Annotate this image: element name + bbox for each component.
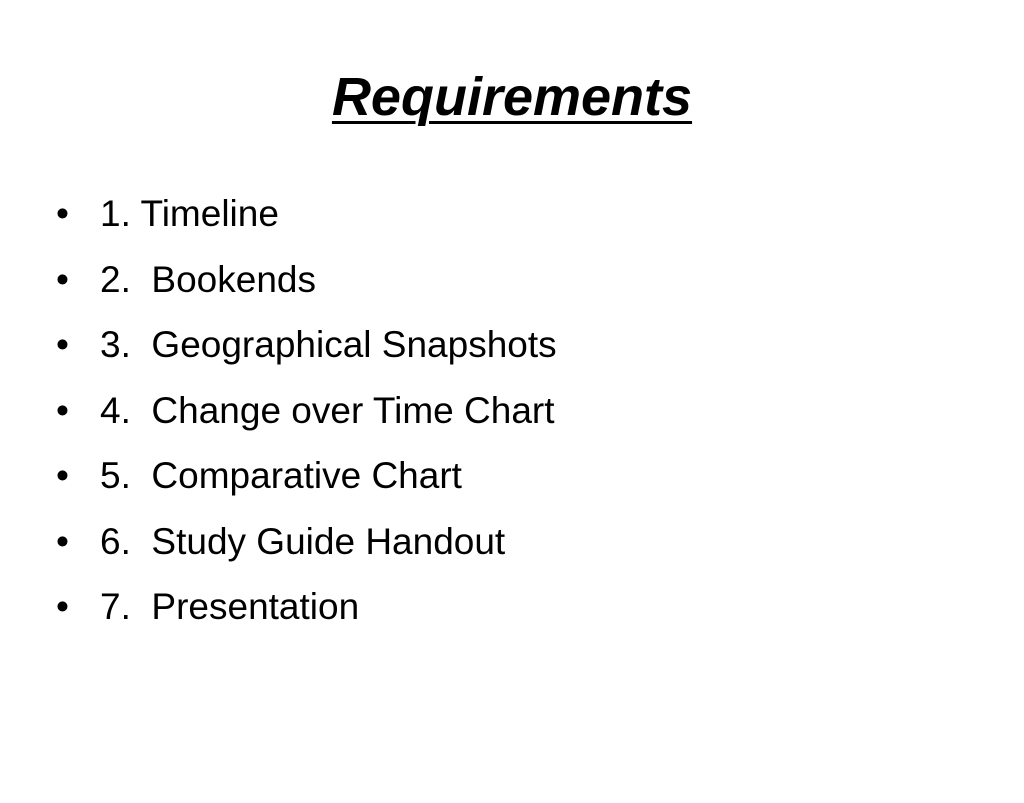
bullet-icon: • — [56, 193, 69, 234]
list-item-text: 7. Presentation — [100, 586, 360, 627]
list-item — [56, 252, 316, 318]
slide-title: Requirements — [331, 67, 693, 127]
list-item — [56, 579, 360, 645]
bullet-icon: • — [56, 586, 69, 627]
list-item — [56, 317, 557, 383]
bullet-icon: • — [56, 520, 69, 562]
list-item-text: 2. Bookends — [100, 258, 316, 300]
list-item — [56, 514, 506, 580]
list-item — [56, 448, 462, 514]
list-item-text: 4. Change over Time Chart — [100, 389, 555, 431]
requirements-list — [56, 186, 557, 645]
list-item — [56, 383, 555, 449]
list-item-text: 1. Timeline — [100, 193, 279, 234]
bullet-icon: • — [56, 389, 69, 431]
list-item-text: 6. Study Guide Handout — [100, 520, 506, 562]
list-item — [56, 186, 279, 252]
bullet-icon: • — [56, 455, 69, 496]
bullet-icon: • — [56, 324, 69, 365]
list-item-text: 5. Comparative Chart — [100, 455, 462, 496]
bullet-icon: • — [56, 258, 69, 300]
list-item-text: 3. Geographical Snapshots — [100, 324, 557, 365]
